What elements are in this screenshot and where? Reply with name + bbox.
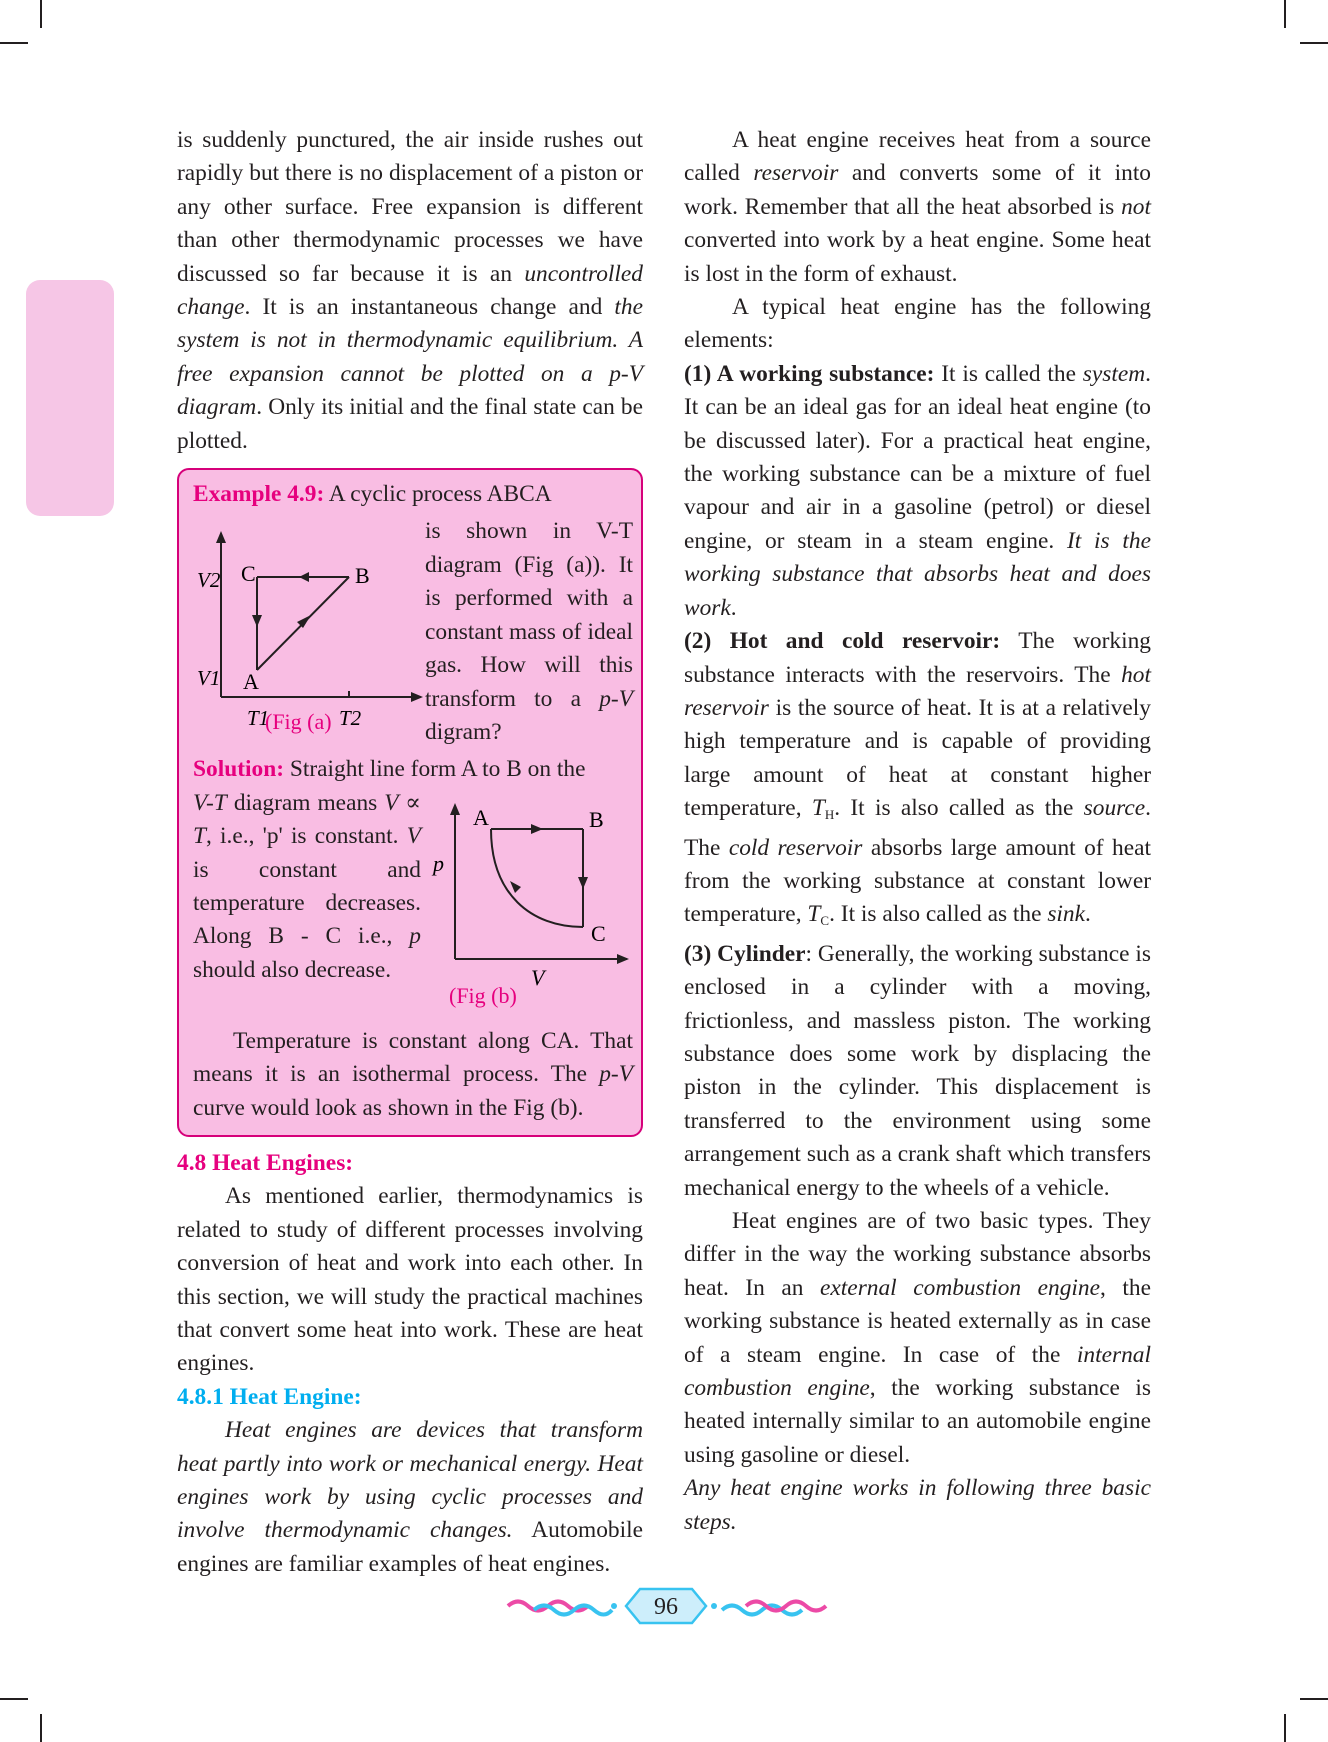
body-italic: hot reservoir bbox=[684, 661, 1151, 721]
solution-text: Straight line form A to B on the bbox=[284, 756, 586, 783]
symbol-th: T bbox=[811, 795, 825, 822]
left-column bbox=[177, 124, 643, 1581]
body-text: is the source of heat. It is at a relatively high temperature and is capable of providing large amount of heat at constant higher temperature, bbox=[684, 694, 1151, 822]
subsection-text: Automobile engines are familiar examples of heat engines. bbox=[177, 1517, 643, 1577]
solution-text: should also decrease. bbox=[193, 956, 392, 983]
v-axis-arrow bbox=[617, 954, 629, 964]
body-text: . The bbox=[684, 795, 1152, 861]
solution-line1 bbox=[193, 753, 633, 786]
element-working-substance bbox=[684, 358, 1151, 625]
body-italic: system bbox=[1082, 360, 1146, 387]
page-number-ornament bbox=[474, 1586, 854, 1626]
body-italic: Any heat engine works in following three basic steps. bbox=[684, 1475, 1151, 1535]
body-text: It is called the bbox=[934, 360, 1083, 387]
element-label: (1) A working substance: bbox=[684, 360, 935, 387]
body-text: absorbs large amount of heat from the working substance at constant lower temperature, bbox=[684, 834, 1151, 928]
body-text: . It is also called as the bbox=[834, 795, 1084, 822]
dot bbox=[711, 1603, 717, 1609]
intro-italic: the system is not in thermodynamic equilibrium. A free expansion cannot be plotted on a p-V diagram bbox=[177, 294, 643, 421]
closing-text: curve would look as shown in the Fig (b). bbox=[193, 1094, 584, 1121]
body-text: A heat engine receives heat from a source called bbox=[684, 127, 1151, 187]
solution-v: V bbox=[406, 823, 421, 850]
arrow-b-to-c bbox=[578, 877, 588, 889]
subsection-italic: Heat engines are devices that transform heat partly into work or mechanical energy. Heat engines work by using cyclic processes and involve thermodynamic changes. bbox=[177, 1417, 643, 1544]
body-text: Heat engines are of two basic types. They differ in the way the working substance absorbs heat. In an bbox=[684, 1208, 1151, 1301]
p-axis-label: p bbox=[433, 850, 444, 876]
v1-label: V1 bbox=[197, 666, 221, 691]
body-text: . It is also called as the bbox=[829, 901, 1048, 928]
solution-text: diagram means bbox=[226, 789, 385, 816]
example-pv: p-V bbox=[599, 685, 633, 712]
point-c-label: C bbox=[241, 561, 256, 587]
example-title bbox=[193, 478, 633, 511]
point-a-label: A bbox=[243, 669, 259, 695]
point-b-label: B bbox=[589, 806, 604, 832]
body-text: . bbox=[1085, 901, 1091, 928]
arrow-c-to-a bbox=[510, 881, 521, 893]
element-label: (2) Hot and cold reservoir: bbox=[684, 628, 1001, 655]
wave-right-cyan bbox=[722, 1606, 802, 1615]
body-italic: internal combustion engine bbox=[684, 1341, 1151, 1402]
crop-mark bbox=[0, 42, 28, 44]
solution-closing bbox=[193, 1025, 633, 1125]
fig-b-caption: (Fig (b) bbox=[449, 982, 517, 1008]
subsection-paragraph bbox=[177, 1414, 643, 1581]
body-italic: reservoir bbox=[753, 160, 839, 187]
subsection-heading: 4.8.1 Heat Engine: bbox=[177, 1383, 362, 1410]
section-paragraph: As mentioned earlier, thermodynamics is related to study of different processes involving conversion of heat and work into each other. In this section, we will study the practical machines that convert some heat into work. These are heat engines. bbox=[177, 1183, 643, 1377]
arrow-b-to-c bbox=[299, 572, 309, 582]
intro-text: is suddenly punctured, the air inside rushes out rapidly but there is no displacement of a piston or any other surface. Free expansion is different than other thermodynamic processes we have discussed so far because it is an bbox=[177, 127, 643, 287]
right-column bbox=[684, 124, 1151, 1539]
body-text: . bbox=[730, 594, 737, 621]
section-heading: 4.8 Heat Engines: bbox=[177, 1149, 354, 1176]
example-box bbox=[177, 468, 643, 1137]
element-label: (3) Cylinder bbox=[684, 940, 806, 967]
example-body-end: digram? bbox=[425, 718, 502, 745]
dot bbox=[611, 1603, 617, 1609]
body-italic: cold reservoir bbox=[728, 834, 863, 861]
engine-types-paragraph bbox=[684, 1205, 1151, 1472]
point-a-label: A bbox=[473, 804, 489, 830]
element-cylinder bbox=[684, 938, 1151, 1205]
crop-mark bbox=[40, 0, 42, 28]
fig-a-caption: (Fig (a) bbox=[265, 709, 332, 735]
intro-paragraph bbox=[177, 124, 643, 458]
closing-text: Temperature is constant along CA. That means it is an isothermal process. The bbox=[193, 1027, 633, 1088]
p-axis-arrow bbox=[450, 803, 460, 815]
example-body: is shown in V-T diagram (Fig (a)). It is performed with a constant mass of ideal gas. How will this transform to a bbox=[425, 518, 633, 712]
body-italic: sink bbox=[1047, 901, 1086, 928]
pv-diagram bbox=[421, 799, 633, 989]
body-italic: external combustion engine bbox=[820, 1274, 1100, 1301]
y-axis-arrow bbox=[216, 531, 226, 543]
solution-proportional: V ∝ T bbox=[193, 789, 422, 850]
elements-intro: A typical heat engine has the following elements: bbox=[684, 294, 1151, 354]
v-axis-label: V bbox=[531, 964, 545, 989]
body-italic: It is the working substance that absorbs heat and does work bbox=[684, 527, 1151, 621]
symbol-tc-sub: C bbox=[820, 913, 830, 929]
intro-text: . It is an instantaneous change and bbox=[244, 294, 615, 321]
body-text: The working substance interacts with the reservoirs. The bbox=[684, 628, 1151, 688]
wave-ornament bbox=[474, 1586, 854, 1626]
example-line1: A cyclic process ABCA bbox=[324, 481, 552, 508]
crop-mark bbox=[40, 1714, 42, 1742]
steps-intro bbox=[684, 1472, 1151, 1539]
page-number: 96 bbox=[654, 1594, 678, 1620]
intro-italic: uncontrolled change bbox=[177, 260, 643, 321]
t1-label: T1 bbox=[247, 706, 270, 731]
body-text: , the working substance is heated externally as in case of a steam engine. In case of the bbox=[684, 1274, 1151, 1368]
symbol-tc: T bbox=[807, 901, 821, 928]
crop-mark bbox=[1284, 0, 1286, 28]
t2-label: T2 bbox=[339, 706, 362, 731]
crop-mark bbox=[1284, 1714, 1286, 1742]
arrow-c-to-a bbox=[252, 615, 262, 627]
fig-b bbox=[421, 799, 633, 1017]
solution-p: p bbox=[409, 923, 421, 950]
symbol-th-sub: H bbox=[824, 807, 835, 823]
element-reservoirs bbox=[684, 625, 1151, 938]
body-text: and converts some of it into work. Remember that all the heat absorbed is bbox=[684, 160, 1152, 220]
crop-mark bbox=[0, 1698, 28, 1700]
crop-mark bbox=[1300, 42, 1328, 44]
body-text: converted into work by a heat engine. Some heat is lost in the form of exhaust. bbox=[684, 227, 1151, 287]
wave-right-pink bbox=[746, 1602, 826, 1611]
closing-pv: p-V bbox=[599, 1061, 633, 1088]
crop-mark bbox=[1300, 1698, 1328, 1700]
v2-label: V2 bbox=[197, 568, 221, 593]
vt-diagram bbox=[189, 515, 425, 733]
arrow-a-to-b bbox=[531, 824, 543, 834]
body-text: . It can be an ideal gas for an ideal heat engine (to be discussed later). For a practical heat engine, the working substance can be a mixture of fuel vapour and air in a gasoline (petrol) or diesel engine, or steam in a steam engine. bbox=[684, 360, 1152, 554]
point-c-label: C bbox=[591, 920, 606, 946]
body-text: : Generally, the working substance is enclosed in a cylinder with a moving, frictionless, and massless piston. The working substance does some work by displacing the piston in the cylinder. This displacement is transferred to the environment using some arrangement such as a crank shaft which transfers mechanical energy to the wheels of a vehicle. bbox=[684, 940, 1151, 1201]
body-italic: not bbox=[1121, 193, 1151, 220]
intro-text: . Only its initial and the final state can be plotted. bbox=[177, 394, 643, 454]
isotherm-curve bbox=[491, 829, 583, 927]
solution-label: Solution: bbox=[193, 756, 284, 783]
solution-text: , i.e., 'p' is constant. bbox=[206, 823, 407, 850]
side-chapter-tab bbox=[26, 280, 114, 516]
point-b-label: B bbox=[355, 563, 370, 589]
body-italic: source bbox=[1083, 795, 1146, 822]
solution-vt: V-T bbox=[193, 789, 227, 816]
reservoir-paragraph bbox=[684, 124, 1151, 291]
example-label: Example 4.9: bbox=[193, 481, 325, 508]
x-axis-arrow bbox=[411, 692, 423, 702]
solution-text: is constant and temperature decreases. Along B - C i.e., bbox=[193, 856, 421, 950]
fig-a bbox=[189, 515, 425, 733]
body-text: , the working substance is heated internally similar to an automobile engine using gasoline or diesel. bbox=[684, 1375, 1152, 1468]
